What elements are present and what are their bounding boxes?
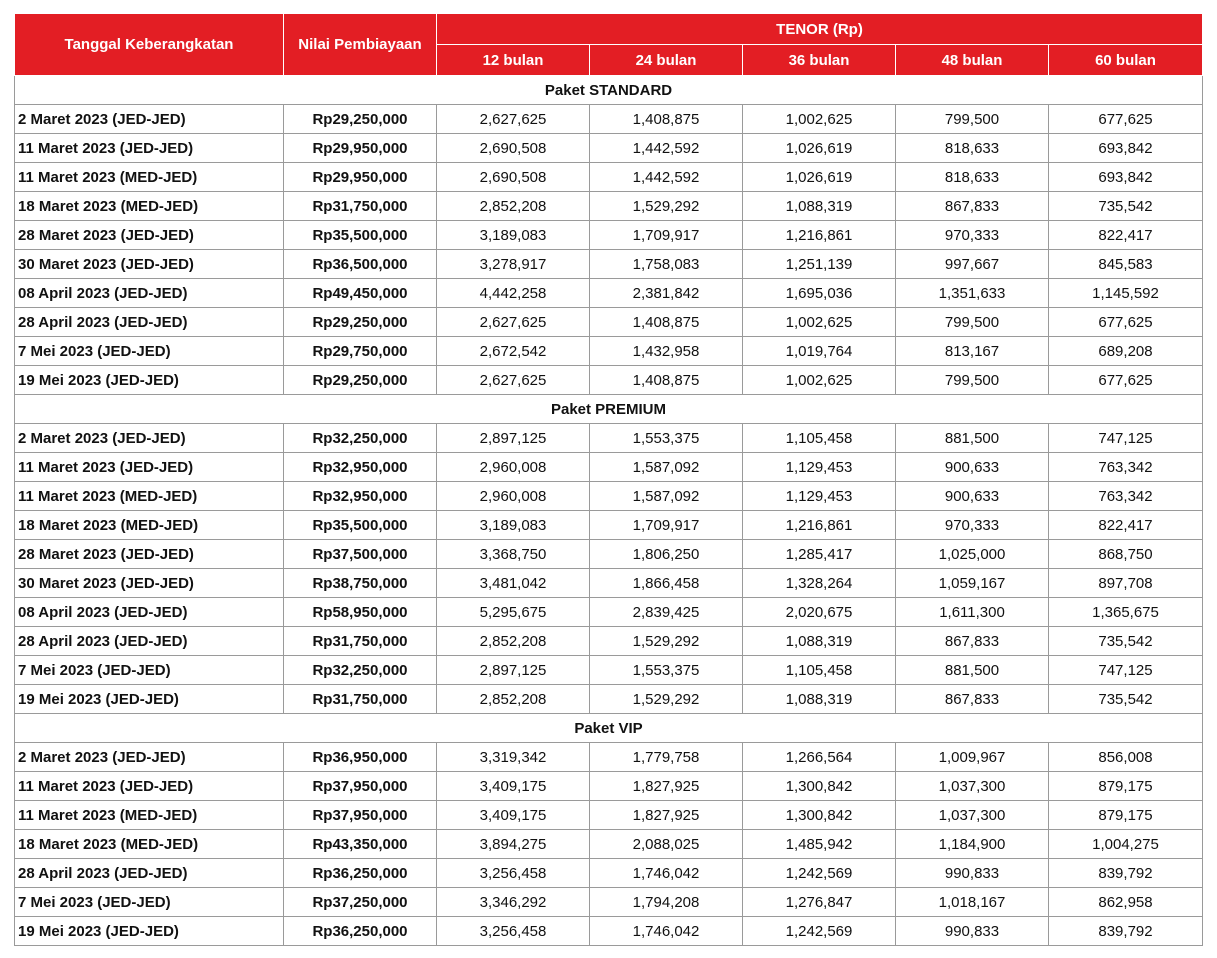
- header-tenor-36: 36 bulan: [743, 45, 896, 76]
- table-row: [15, 279, 1203, 308]
- tenor-amount-cell: 1,300,842: [743, 772, 896, 801]
- tenor-amount-cell: 4,442,258: [437, 279, 590, 308]
- financing-value-cell: Rp58,950,000: [284, 598, 437, 627]
- tenor-amount-cell: 1,442,592: [590, 134, 743, 163]
- tenor-amount-cell: 3,319,342: [437, 743, 590, 772]
- tenor-amount-cell: 1,276,847: [743, 888, 896, 917]
- departure-date-cell: 18 Maret 2023 (MED-JED): [15, 830, 284, 859]
- tenor-amount-cell: 693,842: [1049, 163, 1203, 192]
- departure-date-cell: 19 Mei 2023 (JED-JED): [15, 366, 284, 395]
- tenor-amount-cell: 1,088,319: [743, 192, 896, 221]
- tenor-amount-cell: 1,529,292: [590, 627, 743, 656]
- tenor-amount-cell: 735,542: [1049, 627, 1203, 656]
- departure-date-cell: 2 Maret 2023 (JED-JED): [15, 424, 284, 453]
- departure-date-cell: 28 Maret 2023 (JED-JED): [15, 221, 284, 250]
- tenor-amount-cell: 747,125: [1049, 656, 1203, 685]
- tenor-amount-cell: 2,020,675: [743, 598, 896, 627]
- tenor-amount-cell: 1,059,167: [896, 569, 1049, 598]
- tenor-amount-cell: 1,709,917: [590, 511, 743, 540]
- tenor-amount-cell: 1,129,453: [743, 482, 896, 511]
- tenor-amount-cell: 1,529,292: [590, 192, 743, 221]
- tenor-amount-cell: 3,368,750: [437, 540, 590, 569]
- tenor-amount-cell: 5,295,675: [437, 598, 590, 627]
- table-row: [15, 627, 1203, 656]
- tenor-amount-cell: 799,500: [896, 308, 1049, 337]
- financing-value-cell: Rp49,450,000: [284, 279, 437, 308]
- financing-value-cell: Rp32,250,000: [284, 424, 437, 453]
- tenor-amount-cell: 3,256,458: [437, 859, 590, 888]
- header-tenor-48: 48 bulan: [896, 45, 1049, 76]
- tenor-amount-cell: 1,758,083: [590, 250, 743, 279]
- tenor-amount-cell: 813,167: [896, 337, 1049, 366]
- tenor-amount-cell: 735,542: [1049, 192, 1203, 221]
- departure-date-cell: 7 Mei 2023 (JED-JED): [15, 656, 284, 685]
- tenor-amount-cell: 818,633: [896, 134, 1049, 163]
- tenor-amount-cell: 1,746,042: [590, 859, 743, 888]
- tenor-amount-cell: 2,627,625: [437, 366, 590, 395]
- tenor-amount-cell: 990,833: [896, 859, 1049, 888]
- tenor-amount-cell: 970,333: [896, 221, 1049, 250]
- departure-date-cell: 08 April 2023 (JED-JED): [15, 598, 284, 627]
- tenor-amount-cell: 997,667: [896, 250, 1049, 279]
- tenor-amount-cell: 2,839,425: [590, 598, 743, 627]
- tenor-amount-cell: 839,792: [1049, 917, 1203, 946]
- header-date: Tanggal Keberangkatan: [15, 14, 284, 76]
- departure-date-cell: 11 Maret 2023 (JED-JED): [15, 453, 284, 482]
- tenor-amount-cell: 2,897,125: [437, 424, 590, 453]
- tenor-amount-cell: 1,251,139: [743, 250, 896, 279]
- financing-value-cell: Rp32,250,000: [284, 656, 437, 685]
- tenor-amount-cell: 1,794,208: [590, 888, 743, 917]
- departure-date-cell: 11 Maret 2023 (JED-JED): [15, 772, 284, 801]
- tenor-amount-cell: 1,088,319: [743, 627, 896, 656]
- table-row: [15, 221, 1203, 250]
- departure-date-cell: 19 Mei 2023 (JED-JED): [15, 685, 284, 714]
- departure-date-cell: 28 April 2023 (JED-JED): [15, 627, 284, 656]
- tenor-amount-cell: 2,690,508: [437, 163, 590, 192]
- table-row: [15, 569, 1203, 598]
- tenor-amount-cell: 1,018,167: [896, 888, 1049, 917]
- tenor-amount-cell: 1,365,675: [1049, 598, 1203, 627]
- header-tenor-12: 12 bulan: [437, 45, 590, 76]
- tenor-amount-cell: 1,553,375: [590, 656, 743, 685]
- tenor-amount-cell: 677,625: [1049, 308, 1203, 337]
- tenor-amount-cell: 1,242,569: [743, 917, 896, 946]
- financing-value-cell: Rp31,750,000: [284, 685, 437, 714]
- tenor-amount-cell: 3,189,083: [437, 511, 590, 540]
- tenor-amount-cell: 1,746,042: [590, 917, 743, 946]
- financing-value-cell: Rp35,500,000: [284, 511, 437, 540]
- tenor-amount-cell: 1,827,925: [590, 772, 743, 801]
- table-row: [15, 772, 1203, 801]
- tenor-amount-cell: 1,442,592: [590, 163, 743, 192]
- tenor-amount-cell: 3,256,458: [437, 917, 590, 946]
- financing-value-cell: Rp36,500,000: [284, 250, 437, 279]
- tenor-amount-cell: 1,587,092: [590, 482, 743, 511]
- financing-value-cell: Rp37,950,000: [284, 801, 437, 830]
- tenor-amount-cell: 1,037,300: [896, 772, 1049, 801]
- tenor-amount-cell: 2,627,625: [437, 308, 590, 337]
- table-row: [15, 105, 1203, 134]
- tenor-amount-cell: 1,105,458: [743, 424, 896, 453]
- departure-date-cell: 28 April 2023 (JED-JED): [15, 859, 284, 888]
- table-row: [15, 482, 1203, 511]
- section-row: [15, 714, 1203, 743]
- departure-date-cell: 28 April 2023 (JED-JED): [15, 308, 284, 337]
- departure-date-cell: 11 Maret 2023 (JED-JED): [15, 134, 284, 163]
- section-row: [15, 395, 1203, 424]
- tenor-amount-cell: 2,627,625: [437, 105, 590, 134]
- tenor-amount-cell: 1,806,250: [590, 540, 743, 569]
- tenor-amount-cell: 2,381,842: [590, 279, 743, 308]
- tenor-amount-cell: 900,633: [896, 482, 1049, 511]
- table-row: [15, 163, 1203, 192]
- table-row: [15, 685, 1203, 714]
- tenor-amount-cell: 2,960,008: [437, 453, 590, 482]
- tenor-amount-cell: 822,417: [1049, 221, 1203, 250]
- departure-date-cell: 2 Maret 2023 (JED-JED): [15, 743, 284, 772]
- tenor-amount-cell: 693,842: [1049, 134, 1203, 163]
- section-title: Paket VIP: [15, 714, 1203, 743]
- financing-value-cell: Rp29,950,000: [284, 163, 437, 192]
- tenor-amount-cell: 3,409,175: [437, 801, 590, 830]
- table-header: [15, 14, 1203, 76]
- tenor-amount-cell: 1,351,633: [896, 279, 1049, 308]
- section-title: Paket STANDARD: [15, 76, 1203, 105]
- departure-date-cell: 11 Maret 2023 (MED-JED): [15, 801, 284, 830]
- financing-value-cell: Rp29,250,000: [284, 366, 437, 395]
- section-row: [15, 76, 1203, 105]
- tenor-amount-cell: 1,300,842: [743, 801, 896, 830]
- tenor-amount-cell: 1,611,300: [896, 598, 1049, 627]
- tenor-amount-cell: 763,342: [1049, 453, 1203, 482]
- table-row: [15, 917, 1203, 946]
- tenor-amount-cell: 1,709,917: [590, 221, 743, 250]
- tenor-amount-cell: 1,485,942: [743, 830, 896, 859]
- tenor-amount-cell: 1,328,264: [743, 569, 896, 598]
- financing-value-cell: Rp43,350,000: [284, 830, 437, 859]
- tenor-amount-cell: 900,633: [896, 453, 1049, 482]
- tenor-amount-cell: 1,002,625: [743, 105, 896, 134]
- tenor-amount-cell: 1,002,625: [743, 366, 896, 395]
- tenor-amount-cell: 845,583: [1049, 250, 1203, 279]
- tenor-amount-cell: 1,553,375: [590, 424, 743, 453]
- header-tenor-24: 24 bulan: [590, 45, 743, 76]
- table-row: [15, 308, 1203, 337]
- table-row: [15, 511, 1203, 540]
- tenor-amount-cell: 1,019,764: [743, 337, 896, 366]
- tenor-amount-cell: 1,285,417: [743, 540, 896, 569]
- financing-value-cell: Rp29,950,000: [284, 134, 437, 163]
- tenor-amount-cell: 2,897,125: [437, 656, 590, 685]
- financing-value-cell: Rp37,500,000: [284, 540, 437, 569]
- financing-value-cell: Rp37,950,000: [284, 772, 437, 801]
- departure-date-cell: 2 Maret 2023 (JED-JED): [15, 105, 284, 134]
- table-row: [15, 337, 1203, 366]
- table-row: [15, 424, 1203, 453]
- tenor-amount-cell: 1,266,564: [743, 743, 896, 772]
- table-row: [15, 830, 1203, 859]
- table-row: [15, 598, 1203, 627]
- departure-date-cell: 19 Mei 2023 (JED-JED): [15, 917, 284, 946]
- table-row: [15, 192, 1203, 221]
- table-row: [15, 656, 1203, 685]
- tenor-amount-cell: 2,672,542: [437, 337, 590, 366]
- tenor-amount-cell: 747,125: [1049, 424, 1203, 453]
- tenor-amount-cell: 1,216,861: [743, 221, 896, 250]
- table-body: [15, 76, 1203, 946]
- tenor-amount-cell: 689,208: [1049, 337, 1203, 366]
- tenor-amount-cell: 1,695,036: [743, 279, 896, 308]
- table-row: [15, 366, 1203, 395]
- financing-table-container: [14, 13, 1203, 946]
- tenor-amount-cell: 3,481,042: [437, 569, 590, 598]
- tenor-amount-cell: 1,037,300: [896, 801, 1049, 830]
- tenor-amount-cell: 1,408,875: [590, 308, 743, 337]
- tenor-amount-cell: 1,242,569: [743, 859, 896, 888]
- financing-value-cell: Rp36,250,000: [284, 859, 437, 888]
- tenor-amount-cell: 2,852,208: [437, 627, 590, 656]
- tenor-amount-cell: 3,346,292: [437, 888, 590, 917]
- table-row: [15, 888, 1203, 917]
- tenor-amount-cell: 1,025,000: [896, 540, 1049, 569]
- tenor-amount-cell: 822,417: [1049, 511, 1203, 540]
- financing-value-cell: Rp35,500,000: [284, 221, 437, 250]
- tenor-amount-cell: 1,009,967: [896, 743, 1049, 772]
- tenor-amount-cell: 1,432,958: [590, 337, 743, 366]
- tenor-amount-cell: 2,960,008: [437, 482, 590, 511]
- departure-date-cell: 11 Maret 2023 (MED-JED): [15, 482, 284, 511]
- table-row: [15, 859, 1203, 888]
- tenor-amount-cell: 856,008: [1049, 743, 1203, 772]
- tenor-amount-cell: 990,833: [896, 917, 1049, 946]
- tenor-amount-cell: 1,002,625: [743, 308, 896, 337]
- tenor-amount-cell: 1,216,861: [743, 511, 896, 540]
- financing-table: [14, 13, 1203, 946]
- tenor-amount-cell: 868,750: [1049, 540, 1203, 569]
- tenor-amount-cell: 867,833: [896, 192, 1049, 221]
- departure-date-cell: 7 Mei 2023 (JED-JED): [15, 888, 284, 917]
- financing-value-cell: Rp31,750,000: [284, 627, 437, 656]
- tenor-amount-cell: 867,833: [896, 627, 1049, 656]
- tenor-amount-cell: 1,026,619: [743, 134, 896, 163]
- tenor-amount-cell: 3,278,917: [437, 250, 590, 279]
- tenor-amount-cell: 1,004,275: [1049, 830, 1203, 859]
- tenor-amount-cell: 735,542: [1049, 685, 1203, 714]
- departure-date-cell: 18 Maret 2023 (MED-JED): [15, 511, 284, 540]
- tenor-amount-cell: 897,708: [1049, 569, 1203, 598]
- financing-value-cell: Rp37,250,000: [284, 888, 437, 917]
- header-tenor: TENOR (Rp): [437, 14, 1203, 45]
- tenor-amount-cell: 2,852,208: [437, 685, 590, 714]
- financing-value-cell: Rp38,750,000: [284, 569, 437, 598]
- table-row: [15, 801, 1203, 830]
- tenor-amount-cell: 879,175: [1049, 772, 1203, 801]
- tenor-amount-cell: 2,852,208: [437, 192, 590, 221]
- tenor-amount-cell: 1,129,453: [743, 453, 896, 482]
- tenor-amount-cell: 879,175: [1049, 801, 1203, 830]
- tenor-amount-cell: 881,500: [896, 656, 1049, 685]
- tenor-amount-cell: 867,833: [896, 685, 1049, 714]
- tenor-amount-cell: 1,408,875: [590, 366, 743, 395]
- table-row: [15, 453, 1203, 482]
- tenor-amount-cell: 839,792: [1049, 859, 1203, 888]
- financing-value-cell: Rp29,250,000: [284, 308, 437, 337]
- financing-value-cell: Rp31,750,000: [284, 192, 437, 221]
- header-value: Nilai Pembiayaan: [284, 14, 437, 76]
- departure-date-cell: 7 Mei 2023 (JED-JED): [15, 337, 284, 366]
- tenor-amount-cell: 1,827,925: [590, 801, 743, 830]
- tenor-amount-cell: 1,529,292: [590, 685, 743, 714]
- financing-value-cell: Rp36,950,000: [284, 743, 437, 772]
- tenor-amount-cell: 1,779,758: [590, 743, 743, 772]
- tenor-amount-cell: 677,625: [1049, 105, 1203, 134]
- tenor-amount-cell: 1,184,900: [896, 830, 1049, 859]
- financing-value-cell: Rp32,950,000: [284, 453, 437, 482]
- tenor-amount-cell: 1,587,092: [590, 453, 743, 482]
- tenor-amount-cell: 2,690,508: [437, 134, 590, 163]
- tenor-amount-cell: 3,189,083: [437, 221, 590, 250]
- table-row: [15, 250, 1203, 279]
- section-title: Paket PREMIUM: [15, 395, 1203, 424]
- tenor-amount-cell: 799,500: [896, 105, 1049, 134]
- financing-value-cell: Rp29,250,000: [284, 105, 437, 134]
- tenor-amount-cell: 818,633: [896, 163, 1049, 192]
- departure-date-cell: 18 Maret 2023 (MED-JED): [15, 192, 284, 221]
- tenor-amount-cell: 677,625: [1049, 366, 1203, 395]
- tenor-amount-cell: 1,408,875: [590, 105, 743, 134]
- table-row: [15, 134, 1203, 163]
- tenor-amount-cell: 1,105,458: [743, 656, 896, 685]
- tenor-amount-cell: 1,145,592: [1049, 279, 1203, 308]
- table-row: [15, 540, 1203, 569]
- tenor-amount-cell: 2,088,025: [590, 830, 743, 859]
- departure-date-cell: 30 Maret 2023 (JED-JED): [15, 569, 284, 598]
- tenor-amount-cell: 763,342: [1049, 482, 1203, 511]
- tenor-amount-cell: 1,866,458: [590, 569, 743, 598]
- tenor-amount-cell: 3,409,175: [437, 772, 590, 801]
- tenor-amount-cell: 3,894,275: [437, 830, 590, 859]
- table-row: [15, 743, 1203, 772]
- departure-date-cell: 30 Maret 2023 (JED-JED): [15, 250, 284, 279]
- tenor-amount-cell: 799,500: [896, 366, 1049, 395]
- tenor-amount-cell: 881,500: [896, 424, 1049, 453]
- financing-value-cell: Rp36,250,000: [284, 917, 437, 946]
- financing-value-cell: Rp32,950,000: [284, 482, 437, 511]
- tenor-amount-cell: 862,958: [1049, 888, 1203, 917]
- departure-date-cell: 11 Maret 2023 (MED-JED): [15, 163, 284, 192]
- departure-date-cell: 08 April 2023 (JED-JED): [15, 279, 284, 308]
- tenor-amount-cell: 1,088,319: [743, 685, 896, 714]
- financing-value-cell: Rp29,750,000: [284, 337, 437, 366]
- tenor-amount-cell: 1,026,619: [743, 163, 896, 192]
- tenor-amount-cell: 970,333: [896, 511, 1049, 540]
- header-tenor-60: 60 bulan: [1049, 45, 1203, 76]
- departure-date-cell: 28 Maret 2023 (JED-JED): [15, 540, 284, 569]
